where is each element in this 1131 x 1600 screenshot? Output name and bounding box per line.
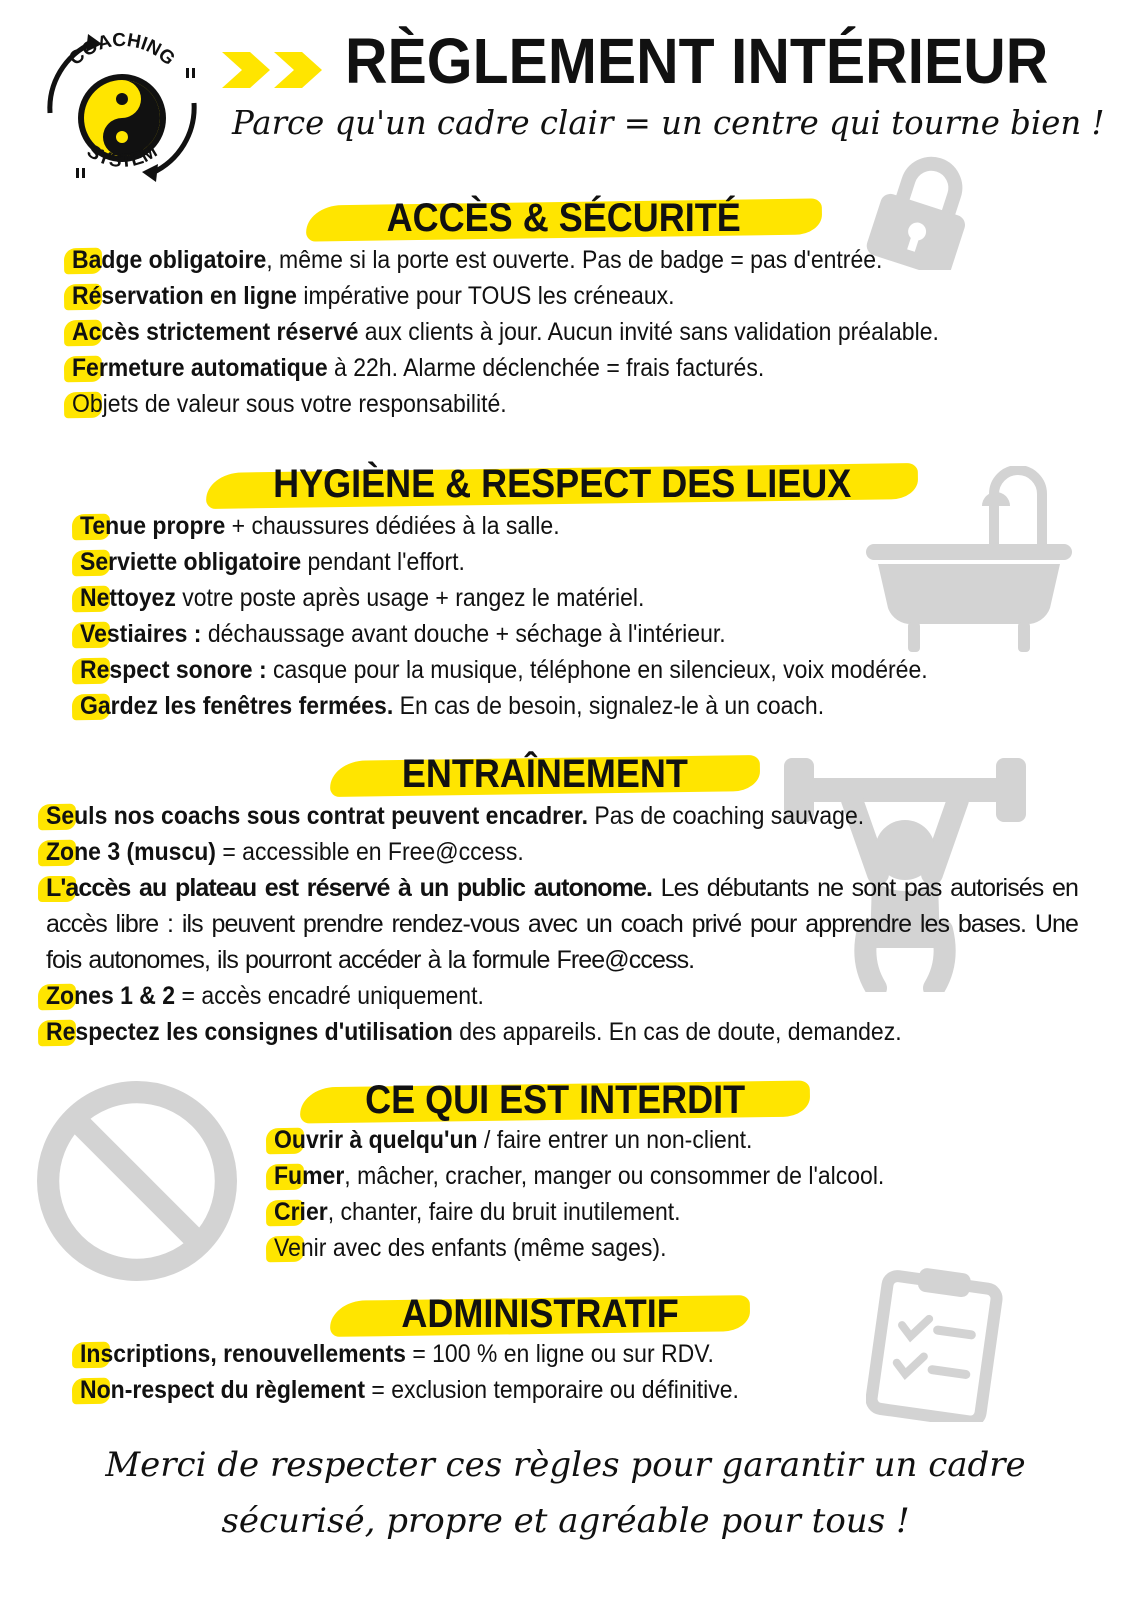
rules-list-hygiene xyxy=(80,508,1001,724)
list-item: Ouvrir à quelqu'un / faire entrer un non-client. xyxy=(274,1122,937,1158)
list-item: Respectez les consignes d'utilisation des appareils. En cas de doute, demandez. xyxy=(46,1014,1078,1050)
coaching-system-logo xyxy=(32,18,212,198)
list-item: Gardez les fenêtres fermées. En cas de besoin, signalez-le à un coach. xyxy=(80,688,1001,724)
list-item: Réservation en ligne impérative pour TOUS les créneaux. xyxy=(72,278,1014,314)
chevrons-decoration xyxy=(222,50,332,90)
page-subtitle: Parce qu'un cadre clair = un centre qui tourne bien ! xyxy=(232,103,1105,142)
footer-line-1: Merci de respecter ces règles pour garantir un cadre xyxy=(105,1445,1026,1485)
list-item: Objets de valeur sous votre responsabilité. xyxy=(72,386,1014,422)
list-item: Accès strictement réservé aux clients à jour. Aucun invité sans validation préalable. xyxy=(72,314,1014,350)
list-item: Seuls nos coachs sous contrat peuvent encadrer. Pas de coaching sauvage. xyxy=(46,798,1078,834)
section-title-acces-securite: ACCÈS & SÉCURITÉ xyxy=(306,192,822,244)
clipboard-checklist-icon xyxy=(866,1262,1006,1422)
list-item: Non-respect du règlement = exclusion temporaire ou définitive. xyxy=(80,1372,796,1408)
list-item: Crier, chanter, faire du bruit inutilement. xyxy=(274,1194,937,1230)
logo-bottom-text: SYSTEM xyxy=(82,140,162,173)
list-item: Serviette obligatoire pendant l'effort. xyxy=(80,544,1001,580)
footer-line-2: sécurisé, propre et agréable pour tous ! xyxy=(221,1501,910,1541)
rules-list-interdit xyxy=(274,1122,937,1266)
list-item: L'accès au plateau est réservé à un public autonome. Les débutants ne sont pas autorisés en accès libre : ils peuvent prendre rendez-vous avec un coach privé pour apprendre les bases. Une fois autonomes, ils pourront accéder à la formule Free@ccess. xyxy=(46,870,1078,978)
section-title-administratif: ADMINISTRATIF xyxy=(330,1288,750,1340)
list-item: Zone 3 (muscu) = accessible en Free@ccess. xyxy=(46,834,1078,870)
prohibited-icon xyxy=(36,1080,238,1282)
list-item: Respect sonore : casque pour la musique, téléphone en silencieux, voix modérée. xyxy=(80,652,1001,688)
section-title-hygiene: HYGIÈNE & RESPECT DES LIEUX xyxy=(206,458,918,510)
logo-top-text: COACHING xyxy=(65,29,179,70)
rules-list-entrainement xyxy=(46,798,1078,1050)
section-title-entrainement: ENTRAÎNEMENT xyxy=(330,748,760,800)
rules-list-acces-securite xyxy=(72,242,1014,422)
section-title-interdit: CE QUI EST INTERDIT xyxy=(300,1074,810,1126)
list-item: Fumer, mâcher, cracher, manger ou consommer de l'alcool. xyxy=(274,1158,937,1194)
list-item: Vestiaires : déchaussage avant douche + séchage à l'intérieur. xyxy=(80,616,1001,652)
list-item: Venir avec des enfants (même sages). xyxy=(274,1230,937,1266)
list-item: Inscriptions, renouvellements = 100 % en ligne ou sur RDV. xyxy=(80,1336,796,1372)
list-item: Zones 1 & 2 = accès encadré uniquement. xyxy=(46,978,1078,1014)
rules-list-administratif xyxy=(80,1336,796,1408)
list-item: Fermeture automatique à 22h. Alarme déclenchée = frais facturés. xyxy=(72,350,1014,386)
list-item: Nettoyez votre poste après usage + rangez le matériel. xyxy=(80,580,1001,616)
list-item: Tenue propre + chaussures dédiées à la salle. xyxy=(80,508,1001,544)
list-item: Badge obligatoire, même si la porte est ouverte. Pas de badge = pas d'entrée. xyxy=(72,242,1014,278)
page-title: RÈGLEMENT INTÉRIEUR xyxy=(345,25,1049,97)
